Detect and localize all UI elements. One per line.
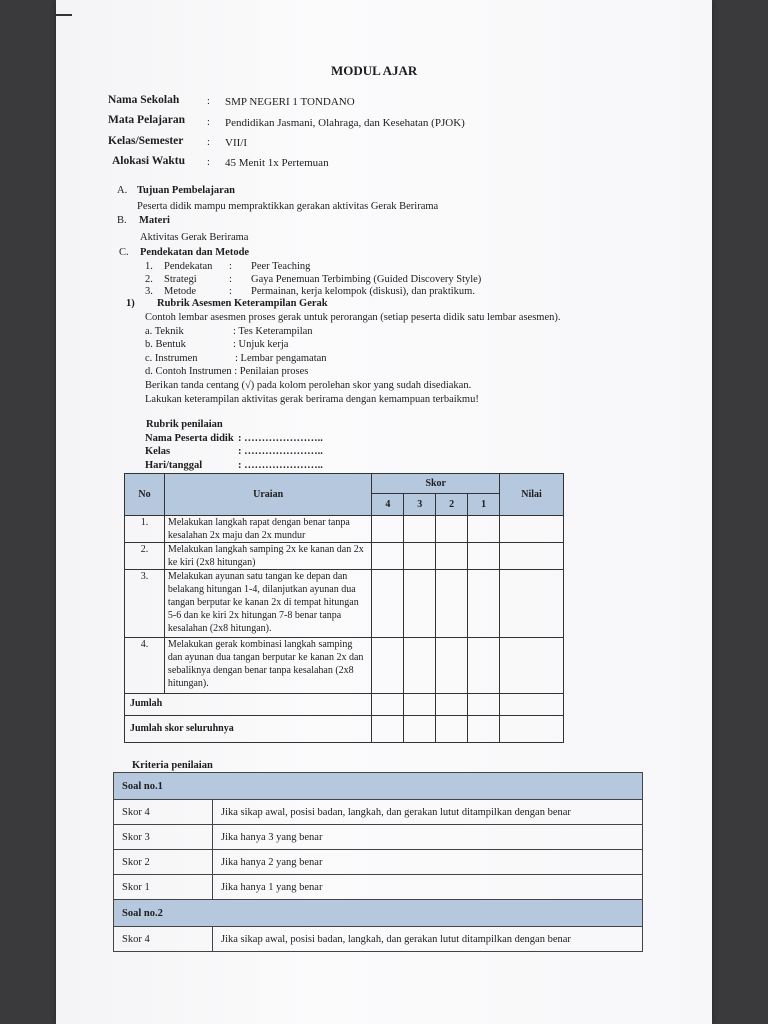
info-sep: : (207, 137, 210, 148)
kriteria-desc: Jika hanya 1 yang benar (213, 875, 643, 900)
header-skor-col: 1 (468, 494, 500, 516)
info-label-time: Alokasi Waktu (112, 155, 185, 167)
row-no: 3. (125, 570, 165, 638)
form-label-date: Hari/tanggal (145, 460, 203, 471)
row-no: 4. (125, 638, 165, 694)
form-label-name: Nama Peserta didik (145, 433, 234, 444)
row-no: 1. (125, 516, 165, 543)
row-uraian: Melakukan langkah samping 2x ke kanan dan 2x ke kiri (2x8 hitungan) (164, 543, 371, 570)
info-sep: : (207, 117, 210, 128)
rubrik-example: d. Contoh Instrumen : Penilaian proses (145, 366, 309, 377)
kriteria-row (114, 875, 643, 900)
header-skor: Skor (372, 474, 500, 494)
rubrik-intro: Contoh lembar asesmen proses gerak untuk perorangan (setiap peserta didik satu lembar asesmen). (145, 312, 561, 323)
score-cell[interactable] (436, 716, 468, 743)
document-title: MODUL AJAR (331, 63, 418, 78)
row-no: 2. (125, 543, 165, 570)
table-row (125, 638, 564, 694)
form-label-class: Kelas (145, 446, 171, 457)
score-cell[interactable] (404, 716, 436, 743)
score-cell[interactable] (372, 543, 404, 570)
nilai-cell[interactable] (500, 516, 564, 543)
soal-2-header: Soal no.2 (114, 900, 643, 927)
score-cell[interactable] (468, 638, 500, 694)
score-cell[interactable] (436, 570, 468, 638)
score-cell[interactable] (404, 570, 436, 638)
score-cell[interactable] (404, 694, 436, 716)
info-label-school: Nama Sekolah (108, 94, 180, 106)
method-item-sep: : (229, 286, 232, 297)
info-value-time: 45 Menit 1x Pertemuan (225, 157, 329, 169)
method-item-label: Pendekatan (164, 261, 213, 272)
kriteria-skor: Skor 4 (114, 800, 213, 825)
section-c-heading: Pendekatan dan Metode (140, 247, 250, 258)
kriteria-row (114, 825, 643, 850)
method-item-num: 3. (145, 286, 153, 297)
nilai-cell[interactable] (500, 638, 564, 694)
score-cell[interactable] (404, 516, 436, 543)
section-a-text: Peserta didik mampu mempraktikkan gerakan aktivitas Gerak Berirama (137, 201, 439, 212)
section-c-marker: C. (119, 247, 129, 258)
row-uraian: Melakukan ayunan satu tangan ke depan dan belakang hitungan 1-4, dilanjutkan ayunan dua tangan berputar ke kanan 2x di tempat hitungan 5-6 dan ke kiri 2x hitungan 7-8 benar tanpa kesalahan (2x8 hitungan). (164, 570, 371, 638)
kriteria-desc: Jika hanya 3 yang benar (213, 825, 643, 850)
rubric-table (124, 473, 564, 743)
score-cell[interactable] (372, 570, 404, 638)
soal-1-header: Soal no.1 (114, 773, 643, 800)
table-row-jumlah-total (125, 716, 564, 743)
score-cell[interactable] (372, 694, 404, 716)
info-value-school: SMP NEGERI 1 TONDANO (225, 96, 355, 108)
score-cell[interactable] (468, 570, 500, 638)
method-item-value: Permainan, kerja kelompok (diskusi), dan praktikum. (251, 286, 475, 297)
form-field-date[interactable]: : ………………….. (238, 460, 323, 471)
kriteria-skor: Skor 3 (114, 825, 213, 850)
score-cell[interactable] (436, 543, 468, 570)
method-item-value: Gaya Penemuan Terbimbing (Guided Discovery Style) (251, 274, 482, 285)
method-item-num: 2. (145, 274, 153, 285)
score-cell[interactable] (468, 716, 500, 743)
score-cell[interactable] (372, 516, 404, 543)
nilai-cell[interactable] (500, 694, 564, 716)
table-row-jumlah (125, 694, 564, 716)
rubrik-detail-value: : Lembar pengamatan (235, 353, 327, 364)
kriteria-table (113, 772, 643, 952)
nilai-cell[interactable] (500, 570, 564, 638)
method-item-label: Metode (164, 286, 197, 297)
method-item-num: 1. (145, 261, 153, 272)
info-label-class: Kelas/Semester (108, 135, 184, 147)
section-b-heading: Materi (139, 215, 170, 226)
score-cell[interactable] (468, 543, 500, 570)
rubrik-instruction-2: Lakukan keterampilan aktivitas gerak berirama dengan kemampuan terbaikmu! (145, 394, 479, 405)
score-cell[interactable] (436, 638, 468, 694)
rubrik-detail-value: : Tes Keterampilan (233, 326, 313, 337)
info-sep: : (207, 157, 210, 168)
kriteria-row (114, 800, 643, 825)
info-sep: : (207, 96, 210, 107)
rubrik-heading: Rubrik Asesmen Keterampilan Gerak (157, 298, 328, 309)
info-label-subject: Mata Pelajaran (108, 114, 185, 126)
section-a-heading: Tujuan Pembelajaran (137, 185, 235, 196)
score-cell[interactable] (404, 543, 436, 570)
table-row (125, 516, 564, 543)
method-item-label: Strategi (164, 274, 197, 285)
header-skor-col: 2 (436, 494, 468, 516)
score-cell[interactable] (436, 516, 468, 543)
score-cell[interactable] (436, 694, 468, 716)
rubrik-detail-value: : Unjuk kerja (233, 339, 289, 350)
rubrik-detail-label: b. Bentuk (145, 339, 186, 350)
jumlah-total-label: Jumlah skor seluruhnya (125, 716, 372, 743)
kriteria-skor: Skor 4 (114, 927, 213, 952)
rubrik-detail-label: a. Teknik (145, 326, 184, 337)
kriteria-skor: Skor 2 (114, 850, 213, 875)
nilai-cell[interactable] (500, 543, 564, 570)
kriteria-desc: Jika sikap awal, posisi badan, langkah, dan gerakan lutut ditampilkan dengan benar (213, 927, 643, 952)
section-b-text: Aktivitas Gerak Berirama (140, 232, 249, 243)
kriteria-row (114, 927, 643, 952)
section-b-marker: B. (117, 215, 127, 226)
method-item-sep: : (229, 274, 232, 285)
header-nilai: Nilai (500, 474, 564, 516)
info-value-subject: Pendidikan Jasmani, Olahraga, dan Kesehatan (PJOK) (225, 117, 465, 129)
header-uraian: Uraian (164, 474, 371, 516)
header-no: No (125, 474, 165, 516)
score-cell[interactable] (372, 638, 404, 694)
method-item-value: Peer Teaching (251, 261, 311, 272)
rubrik-instruction-1: Berikan tanda centang (√) pada kolom perolehan skor yang sudah disediakan. (145, 380, 472, 391)
nilai-cell[interactable] (500, 716, 564, 743)
header-skor-col: 4 (372, 494, 404, 516)
header-skor-col: 3 (404, 494, 436, 516)
section-a-marker: A. (117, 185, 128, 196)
score-cell[interactable] (404, 638, 436, 694)
row-uraian: Melakukan gerak kombinasi langkah samping dan ayunan dua tangan berputar ke kanan 2x dan sebaliknya dengan benar tanpa kesalahan (2x8 hitungan). (164, 638, 371, 694)
form-field-class[interactable]: : ………………….. (238, 446, 323, 457)
kriteria-title: Kriteria penilaian (132, 760, 213, 771)
kriteria-row (114, 850, 643, 875)
kriteria-desc: Jika sikap awal, posisi badan, langkah, dan gerakan lutut ditampilkan dengan benar (213, 800, 643, 825)
table-row (125, 570, 564, 638)
page-edge-mark (56, 14, 72, 16)
form-title: Rubrik penilaian (146, 419, 223, 430)
form-field-name[interactable]: : ………………….. (238, 433, 323, 444)
score-cell[interactable] (468, 694, 500, 716)
rubrik-num: 1) (126, 298, 135, 309)
table-row (125, 543, 564, 570)
jumlah-label: Jumlah (125, 694, 372, 716)
info-value-class: VII/I (225, 137, 247, 149)
row-uraian: Melakukan langkah rapat dengan benar tanpa kesalahan 2x maju dan 2x mundur (164, 516, 371, 543)
kriteria-desc: Jika hanya 2 yang benar (213, 850, 643, 875)
rubrik-detail-label: c. Instrumen (145, 353, 198, 364)
kriteria-skor: Skor 1 (114, 875, 213, 900)
score-cell[interactable] (372, 716, 404, 743)
score-cell[interactable] (468, 516, 500, 543)
method-item-sep: : (229, 261, 232, 272)
